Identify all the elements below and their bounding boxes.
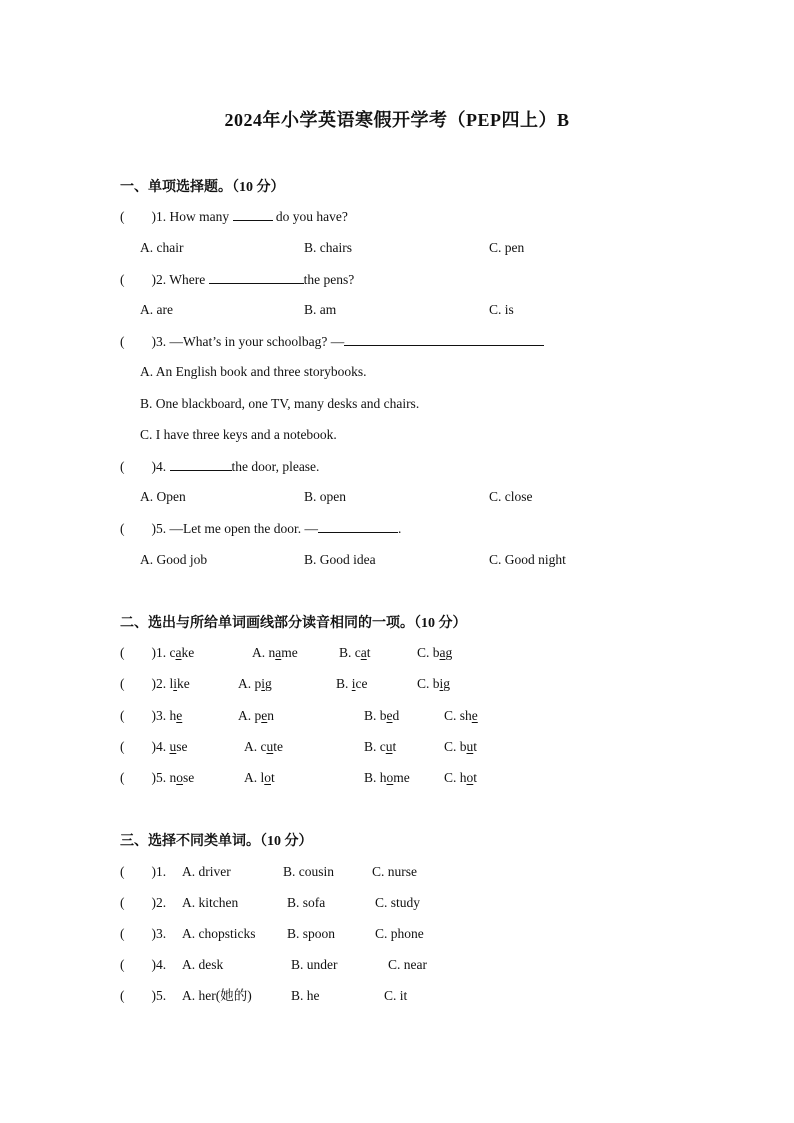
option-b[interactable]: B. ice bbox=[336, 676, 368, 691]
classify-row-4 bbox=[120, 956, 166, 974]
option-a[interactable]: A. Open bbox=[140, 489, 186, 504]
question-text-pre: —What’s in your schoolbag? — bbox=[169, 334, 345, 349]
option-c[interactable]: C. Good night bbox=[489, 552, 566, 567]
question-text-post: the door, please. bbox=[231, 459, 320, 474]
option-a[interactable]: A. Good job bbox=[140, 552, 208, 567]
question-number: ( )3. bbox=[120, 334, 167, 349]
option-a[interactable]: A. her(她的) bbox=[182, 988, 252, 1003]
option-a[interactable]: A. name bbox=[252, 645, 298, 660]
question-1-3 bbox=[120, 332, 544, 350]
question-text-post: do you have? bbox=[275, 209, 348, 224]
option-c[interactable]: C. close bbox=[489, 489, 533, 504]
question-text-pre: How many bbox=[169, 209, 230, 224]
question-text-pre: Where bbox=[169, 272, 206, 287]
answer-blank[interactable] bbox=[318, 519, 398, 533]
question-number: ( )4. bbox=[120, 957, 167, 972]
option-b[interactable]: B. home bbox=[364, 770, 410, 785]
option-c[interactable]: C. she bbox=[444, 708, 478, 723]
option-b[interactable]: B. am bbox=[304, 302, 337, 317]
question-text-post: the pens? bbox=[303, 272, 355, 287]
given-word: cake bbox=[169, 645, 195, 660]
phonics-row-1 bbox=[120, 644, 194, 662]
phonics-row-4 bbox=[120, 738, 188, 756]
classify-row-3 bbox=[120, 925, 166, 943]
question-number: ( )2. bbox=[120, 895, 167, 910]
question-number: ( )5. bbox=[120, 988, 167, 1003]
classify-row-5 bbox=[120, 987, 166, 1005]
option-b[interactable]: B. bed bbox=[364, 708, 400, 723]
question-1-1 bbox=[120, 207, 348, 225]
given-word: nose bbox=[169, 770, 195, 785]
option-a[interactable]: A. chopsticks bbox=[182, 926, 256, 941]
phonics-row-2 bbox=[120, 675, 190, 693]
question-1-2 bbox=[120, 270, 354, 288]
question-1-5 bbox=[120, 519, 401, 537]
option-c[interactable]: C. bag bbox=[417, 645, 453, 660]
question-number: ( )5. bbox=[120, 521, 167, 536]
option-b[interactable]: B. spoon bbox=[287, 926, 336, 941]
option-c[interactable]: C. study bbox=[375, 895, 421, 910]
answer-blank[interactable] bbox=[233, 207, 273, 221]
option-c[interactable]: C. big bbox=[417, 676, 451, 691]
option-c[interactable]: C. but bbox=[444, 739, 478, 754]
phonics-row-5 bbox=[120, 769, 194, 787]
option-a[interactable]: A. kitchen bbox=[182, 895, 239, 910]
option-c[interactable]: C. nurse bbox=[372, 864, 417, 879]
answer-blank[interactable] bbox=[344, 332, 544, 346]
option-a[interactable]: A. chair bbox=[140, 240, 184, 255]
option-c[interactable]: C. is bbox=[489, 302, 514, 317]
option-c[interactable]: C. I have three keys and a notebook. bbox=[140, 427, 337, 442]
option-a[interactable]: A. lot bbox=[244, 770, 275, 785]
option-b[interactable]: B. cousin bbox=[283, 864, 335, 879]
option-b[interactable]: B. under bbox=[291, 957, 338, 972]
question-number: ( )1. bbox=[120, 645, 167, 660]
phonics-row-3 bbox=[120, 707, 182, 725]
given-word: like bbox=[169, 676, 190, 691]
option-b[interactable]: B. cat bbox=[339, 645, 371, 660]
answer-blank[interactable] bbox=[209, 270, 304, 284]
question-number: ( )2. bbox=[120, 272, 167, 287]
option-a[interactable]: A. cute bbox=[244, 739, 283, 754]
given-word: he bbox=[169, 708, 183, 723]
option-c[interactable]: C. phone bbox=[375, 926, 424, 941]
question-number: ( )2. bbox=[120, 676, 167, 691]
question-number: ( )5. bbox=[120, 770, 167, 785]
section-heading-3: 三、选择不同类单词。（10 分） bbox=[120, 834, 313, 849]
question-text-pre: —Let me open the door. — bbox=[169, 521, 318, 536]
option-b[interactable]: B. Good idea bbox=[304, 552, 376, 567]
question-number: ( )1. bbox=[120, 864, 167, 879]
question-text-post: . bbox=[397, 521, 402, 536]
option-b[interactable]: B. he bbox=[291, 988, 320, 1003]
given-word: use bbox=[169, 739, 188, 754]
question-number: ( )4. bbox=[120, 459, 167, 474]
question-number: ( )4. bbox=[120, 739, 167, 754]
option-a[interactable]: A. pig bbox=[238, 676, 272, 691]
option-a[interactable]: A. pen bbox=[238, 708, 274, 723]
section-heading-1: 一、单项选择题。（10 分） bbox=[120, 180, 285, 195]
option-a[interactable]: A. driver bbox=[182, 864, 231, 879]
option-c[interactable]: C. pen bbox=[489, 240, 525, 255]
option-b[interactable]: B. One blackboard, one TV, many desks and chairs. bbox=[140, 396, 420, 411]
classify-row-1 bbox=[120, 863, 166, 881]
question-1-4 bbox=[120, 457, 319, 475]
classify-row-2 bbox=[120, 894, 166, 912]
option-a[interactable]: A. An English book and three storybooks. bbox=[140, 364, 367, 379]
option-a[interactable]: A. are bbox=[140, 302, 173, 317]
page-title: 2024年小学英语寒假开学考（PEP四上）B bbox=[224, 110, 570, 130]
section-heading-2: 二、选出与所给单词画线部分读音相同的一项。（10 分） bbox=[120, 616, 467, 631]
option-b[interactable]: B. sofa bbox=[287, 895, 326, 910]
answer-blank[interactable] bbox=[170, 457, 232, 471]
option-c[interactable]: C. hot bbox=[444, 770, 478, 785]
question-number: ( )3. bbox=[120, 708, 167, 723]
option-a[interactable]: A. desk bbox=[182, 957, 224, 972]
option-c[interactable]: C. near bbox=[388, 957, 427, 972]
option-b[interactable]: B. chairs bbox=[304, 240, 352, 255]
question-number: ( )3. bbox=[120, 926, 167, 941]
option-b[interactable]: B. cut bbox=[364, 739, 397, 754]
option-c[interactable]: C. it bbox=[384, 988, 408, 1003]
question-number: ( )1. bbox=[120, 209, 167, 224]
option-b[interactable]: B. open bbox=[304, 489, 346, 504]
